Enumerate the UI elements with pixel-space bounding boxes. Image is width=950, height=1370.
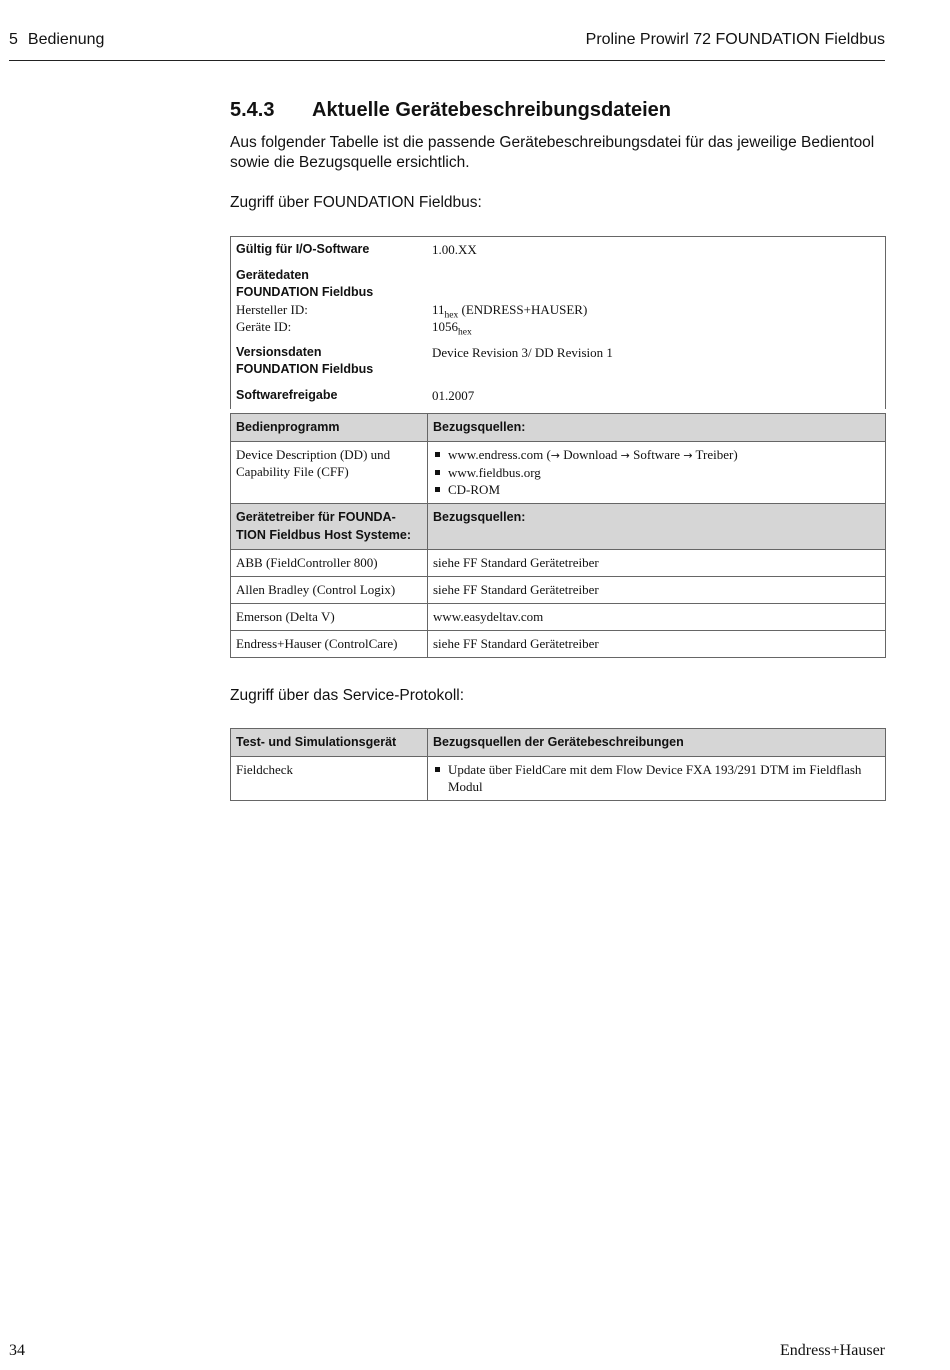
section-title: Aktuelle Gerätebeschreibungsdateien (312, 99, 672, 121)
manufacturer-id-label: Hersteller ID: (236, 302, 308, 317)
source-link-text: Software (629, 447, 684, 462)
table-cell: siehe FF Standard Gerätetreiber (428, 550, 886, 577)
io-software-value: 1.00.XX (432, 242, 477, 257)
ff-sources-table (230, 413, 886, 658)
brand-name: Endress+Hauser (780, 1342, 885, 1359)
hex-subscript: hex (458, 327, 472, 338)
table-cell: Allen Bradley (Control Logix) (231, 577, 428, 604)
table-cell (231, 237, 428, 264)
table-cell: Fieldcheck (231, 757, 428, 801)
table-header-cell (231, 414, 428, 442)
table-row (231, 550, 886, 577)
table-cell (427, 340, 886, 383)
hex-subscript: hex (444, 310, 459, 321)
table-row (231, 631, 886, 658)
table-header-cell (231, 729, 428, 757)
device-data-label: Gerätedaten (236, 268, 309, 282)
dd-sources-header: Bezugsquellen der Gerätebeschreibungen (433, 735, 684, 749)
table-header-row (231, 729, 886, 757)
table-cell (427, 263, 886, 340)
table-cell: Device Description (DD) und Capability File (CFF) (231, 442, 428, 504)
source-list (433, 761, 880, 795)
table-row (231, 577, 886, 604)
main-content (230, 96, 886, 794)
version-data-label: Versionsdaten (236, 345, 322, 359)
ff-info-table (230, 236, 886, 409)
table-cell: www.easydeltav.com (428, 604, 886, 631)
arrow-right-icon: → (550, 449, 560, 462)
table-row (231, 757, 886, 801)
table-header-cell (428, 729, 886, 757)
table-cell (427, 383, 886, 409)
manufacturer-name: (ENDRESS+HAUSER) (461, 302, 588, 317)
device-id-number: 1056 (432, 319, 458, 334)
table-header-cell (428, 414, 886, 442)
version-data-value: Device Revision 3/ DD Revision 1 (432, 345, 613, 360)
source-link-text: Treiber) (692, 447, 738, 462)
table-cell (231, 383, 428, 409)
info-row-io-software (231, 237, 886, 264)
table-cell (428, 757, 886, 801)
io-software-label: Gültig für I/O-Software (236, 242, 370, 256)
list-item: www.fieldbus.org (433, 464, 880, 481)
table-cell (427, 237, 886, 264)
page-number: 34 (9, 1342, 25, 1359)
table-cell: ABB (FieldController 800) (231, 550, 428, 577)
table-cell: Emerson (Delta V) (231, 604, 428, 631)
sources-header: Bezugsquellen: (433, 420, 526, 434)
table-header-cell (231, 504, 428, 550)
manufacturer-id-number: 11 (432, 302, 445, 317)
list-item: Update über FieldCare mit dem Flow Device FXA 193/291 DTM im Fieldflash Modul (433, 761, 880, 795)
table-row (231, 442, 886, 504)
service-table (230, 728, 886, 801)
source-list (433, 446, 880, 498)
list-item (433, 446, 880, 464)
arrow-right-icon: → (683, 449, 693, 462)
table-cell: siehe FF Standard Gerätetreiber (428, 577, 886, 604)
chapter-title: Bedienung (27, 31, 105, 48)
source-link-text: Download (560, 447, 621, 462)
section-number: 5.4.3 (230, 99, 275, 121)
driver-header: Gerätetreiber für FOUNDA-TION Fieldbus Host Systeme: (236, 510, 412, 542)
table-header-row (231, 414, 886, 442)
chapter-number: 5 (9, 31, 18, 48)
header-rule (9, 60, 885, 61)
sources-header: Bezugsquellen: (433, 510, 526, 524)
table-row (231, 604, 886, 631)
service-access-heading: Zugriff über das Service-Protokoll: (230, 687, 465, 704)
software-release-value: 01.2007 (432, 388, 475, 403)
device-id-label: Geräte ID: (236, 319, 292, 334)
table-header-row (231, 504, 886, 550)
device-data-label-2: FOUNDATION Fieldbus (236, 285, 374, 299)
section-heading (230, 96, 886, 124)
version-data-label-2: FOUNDATION Fieldbus (236, 362, 374, 376)
table-cell (231, 340, 428, 383)
table-cell: siehe FF Standard Gerätetreiber (428, 631, 886, 658)
ff-access-heading: Zugriff über FOUNDATION Fieldbus: (230, 194, 482, 211)
operating-program-header: Bedienprogramm (236, 420, 340, 434)
list-item: CD-ROM (433, 481, 880, 498)
table-cell (428, 442, 886, 504)
intro-paragraph: Aus folgender Tabelle ist die passende Gerätebeschreibungsdatei für das jeweilige Bedientool sowie die Bezugsquelle ersichtlich. (230, 134, 875, 171)
table-cell: Endress+Hauser (ControlCare) (231, 631, 428, 658)
software-release-label: Softwarefreigabe (236, 388, 338, 402)
info-row-software-release (231, 383, 886, 409)
test-device-header: Test- und Simulationsgerät (236, 735, 397, 749)
table-cell (231, 263, 428, 340)
arrow-right-icon: → (620, 449, 630, 462)
running-header-document-title: Proline Prowirl 72 FOUNDATION Fieldbus (585, 31, 885, 48)
info-row-version-data (231, 340, 886, 383)
table-header-cell (428, 504, 886, 550)
info-row-device-data (231, 263, 886, 340)
source-link-text: www.endress.com ( (448, 447, 551, 462)
running-header-chapter (9, 31, 104, 49)
manufacturer-id-value (432, 301, 880, 321)
device-id-value (432, 318, 880, 338)
